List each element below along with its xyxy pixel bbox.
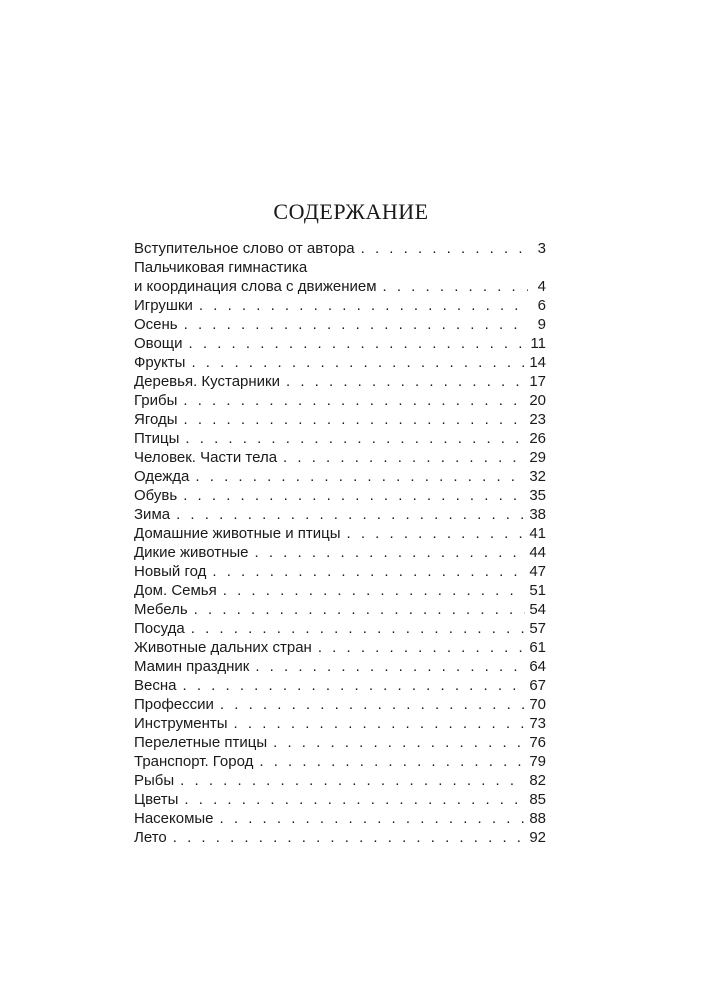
toc-dot-leader [220, 695, 525, 714]
toc-entry [134, 828, 546, 847]
toc-entry-title: Весна [134, 677, 177, 694]
toc-dot-leader [273, 733, 525, 752]
toc-entry-title: Посуда [134, 620, 185, 637]
toc-page-number: 17 [529, 373, 546, 390]
toc-entry-title: и координация слова с движением [134, 278, 377, 295]
toc-entry [134, 638, 546, 657]
toc-page-number: 20 [529, 392, 546, 409]
toc-page-number: 35 [529, 487, 546, 504]
toc-dot-leader [199, 296, 528, 315]
toc-page-number: 76 [529, 734, 546, 751]
toc-page-number: 26 [529, 430, 546, 447]
toc-dot-leader [286, 372, 525, 391]
toc-entry [134, 258, 546, 296]
toc-entry-title: Новый год [134, 563, 207, 580]
toc-entry-title: Цветы [134, 791, 179, 808]
toc-entry [134, 467, 546, 486]
toc-page-number: 29 [529, 449, 546, 466]
toc-page-number: 67 [529, 677, 546, 694]
toc-entry-title: Домашние животные и птицы [134, 525, 341, 542]
toc-entry [134, 619, 546, 638]
page-title: СОДЕРЖАНИЕ [273, 199, 429, 224]
toc-dot-leader [347, 524, 526, 543]
toc-entry [134, 581, 546, 600]
toc-entry-title: Рыбы [134, 772, 175, 789]
toc-dot-leader [194, 600, 526, 619]
toc-page-number: 85 [529, 791, 546, 808]
toc-entry-title: Зима [134, 506, 171, 523]
toc-entry [134, 657, 546, 676]
toc-entry-title: Транспорт. Город [134, 753, 254, 770]
toc-entry [134, 733, 546, 752]
toc-dot-leader [182, 676, 525, 695]
toc-entry [134, 239, 546, 258]
toc-page-number: 92 [529, 829, 546, 846]
toc-entry [134, 695, 546, 714]
toc-entry [134, 543, 546, 562]
toc-dot-leader [176, 505, 525, 524]
toc-entry [134, 353, 546, 372]
toc-entry-title: Овощи [134, 335, 183, 352]
toc-page-number: 6 [537, 297, 546, 314]
toc-dot-leader [191, 619, 526, 638]
toc-entry [134, 752, 546, 771]
toc-page-number: 41 [529, 525, 546, 542]
toc-page-number: 14 [529, 354, 546, 371]
toc-entry [134, 334, 546, 353]
toc-entry-title: Ягоды [134, 411, 178, 428]
toc-entry-title: Деревья. Кустарники [134, 373, 280, 390]
toc-dot-leader [255, 657, 525, 676]
toc-page-number: 70 [529, 696, 546, 713]
toc-dot-leader [185, 429, 525, 448]
toc-entry [134, 600, 546, 619]
toc-entry-title: Мебель [134, 601, 188, 618]
toc-entry [134, 391, 546, 410]
toc-dot-leader [383, 277, 528, 296]
toc-dot-leader [195, 467, 525, 486]
toc-page-number: 44 [529, 544, 546, 561]
toc-entry [134, 790, 546, 809]
toc-page-number: 9 [537, 316, 546, 333]
toc-page-number: 82 [529, 772, 546, 789]
toc-dot-leader [189, 334, 527, 353]
toc-entry-title: Дикие животные [134, 544, 249, 561]
toc-entry-title-line1: Пальчиковая гимнастика [134, 259, 308, 276]
toc-dot-leader [283, 448, 525, 467]
toc-dot-leader [173, 828, 526, 847]
toc-dot-leader [234, 714, 526, 733]
toc-dot-leader [255, 543, 526, 562]
toc-page-number: 38 [529, 506, 546, 523]
toc-entry [134, 410, 546, 429]
toc-entry [134, 524, 546, 543]
toc-entry-title: Грибы [134, 392, 178, 409]
toc-entry [134, 372, 546, 391]
toc-entry [134, 771, 546, 790]
toc-page-number: 73 [529, 715, 546, 732]
toc-entry-title: Инструменты [134, 715, 228, 732]
toc-dot-leader [361, 239, 528, 258]
toc-page-number: 79 [529, 753, 546, 770]
toc-page-number: 32 [529, 468, 546, 485]
toc-page-number: 61 [529, 639, 546, 656]
toc-entry-title: Перелетные птицы [134, 734, 268, 751]
toc-entry [134, 714, 546, 733]
toc-entry [134, 448, 546, 467]
toc-entry-title: Человек. Части тела [134, 449, 278, 466]
toc-page-number: 88 [529, 810, 546, 827]
toc-entry [134, 676, 546, 695]
toc-entry-title: Осень [134, 316, 178, 333]
toc-dot-leader [183, 486, 525, 505]
toc-entry-title: Лето [134, 829, 167, 846]
toc-page-number: 4 [537, 278, 546, 295]
toc-page-number: 64 [529, 658, 546, 675]
toc-entry-title: Мамин праздник [134, 658, 250, 675]
toc-entry-title: Насекомые [134, 810, 214, 827]
toc-entry-title: Вступительное слово от автора [134, 240, 355, 257]
toc-entry-title: Обувь [134, 487, 178, 504]
toc-page-number: 47 [529, 563, 546, 580]
toc-page-number: 11 [530, 335, 546, 352]
toc-entry [134, 486, 546, 505]
toc-entry [134, 296, 546, 315]
toc-entry-title: Одежда [134, 468, 190, 485]
toc-dot-leader [184, 410, 526, 429]
toc-entry [134, 505, 546, 524]
toc-dot-leader [191, 353, 525, 372]
toc-dot-leader [220, 809, 526, 828]
toc-dot-leader [184, 315, 528, 334]
toc-entry [134, 562, 546, 581]
toc-page-number: 54 [529, 601, 546, 618]
toc-dot-leader [180, 771, 525, 790]
toc-entry-title: Животные дальних стран [134, 639, 312, 656]
toc-entry-title: Профессии [134, 696, 214, 713]
toc-dot-leader [184, 790, 525, 809]
toc-entry [134, 429, 546, 448]
toc-page-number: 57 [529, 620, 546, 637]
toc-dot-leader [259, 752, 525, 771]
toc-dot-leader [318, 638, 525, 657]
toc-entry-second-line [134, 277, 546, 296]
toc-entry-first-line [134, 258, 546, 277]
toc-entry-title: Игрушки [134, 297, 193, 314]
table-of-contents [134, 239, 546, 847]
toc-entry [134, 809, 546, 828]
toc-page-number: 23 [529, 411, 546, 428]
toc-dot-leader [212, 562, 525, 581]
toc-page-number: 3 [537, 240, 546, 257]
toc-entry [134, 315, 546, 334]
toc-dot-leader [183, 391, 525, 410]
toc-entry-title: Птицы [134, 430, 180, 447]
toc-entry-title: Фрукты [134, 354, 186, 371]
toc-entry-title: Дом. Семья [134, 582, 217, 599]
toc-page-number: 51 [529, 582, 546, 599]
toc-dot-leader [223, 581, 526, 600]
